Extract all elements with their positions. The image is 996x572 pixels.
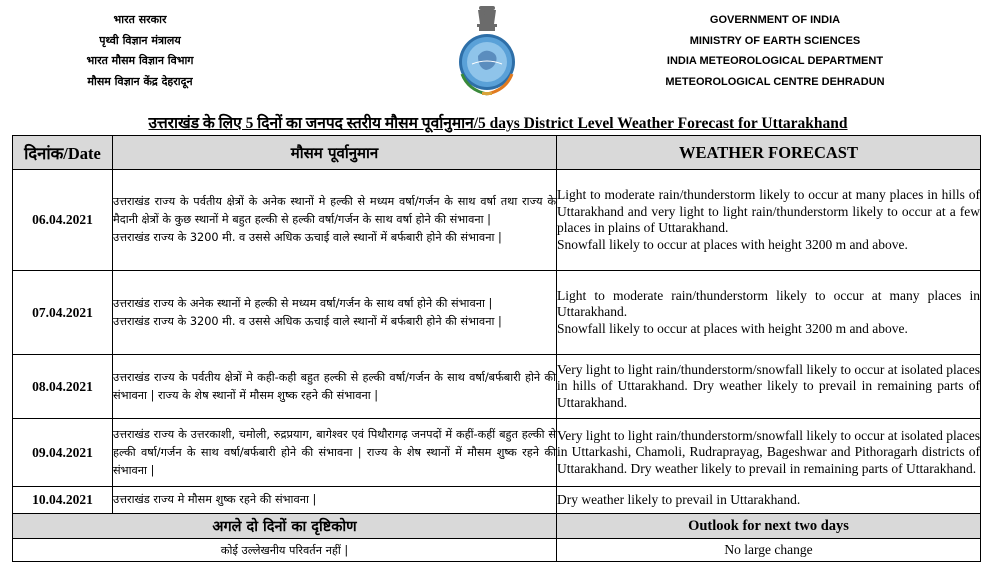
header-line: MINISTRY OF EARTH SCIENCES (689, 34, 861, 47)
forecast-date: 07.04.2021 (13, 271, 113, 355)
outlook-value-row (13, 539, 981, 562)
header-line: मौसम विज्ञान केंद्र देहरादून (87, 74, 193, 88)
hindi-forecast-cell (113, 271, 557, 355)
english-forecast-text: Light to moderate rain/thunderstorm likely to occur at many places in hills of Uttarakhand and very light to light rain/thunderstorm likely to occur at a few places in plains of Uttarakhand. (557, 187, 980, 235)
page-title-text: उत्तराखंड के लिए 5 दिनों का जनपद स्तरीय मौसम पूर्वानुमान/5 days District Level Weather Forecast for Uttarakhand (148, 115, 848, 132)
hindi-forecast-cell (113, 487, 557, 514)
table-row (13, 271, 981, 355)
table-row (13, 170, 981, 271)
hindi-forecast-text: उत्तराखंड राज्य के पर्वतीय क्षेत्रों मे कही-कही बहुत हल्की से हल्की वर्षा/गर्जन के साथ वर्षा/बर्फबारी होने की संभावना | राज्य के शेष स्थानों में मौसम शुष्क रहने की संभावना | (113, 370, 556, 402)
english-forecast-text: Snowfall likely to occur at places with height 3200 m and above. (557, 320, 908, 336)
english-forecast-text: Dry weather likely to prevail in Uttarakhand. (557, 491, 801, 507)
hindi-forecast-text: उत्तराखंड राज्य के पर्वतीय क्षेत्रों के अनेक स्थानों मे हल्की से मध्यम वर्षा/गर्जन के साथ वर्षा तथा राज्य के मैदानी क्षेत्रों के कुछ स्थानों मे बहुत हल्की से हल्की वर्षा/गर्जन के साथ वर्षा होने की संभावना | (113, 195, 556, 226)
outlook-hindi-title: अगले दो दिनों का दृष्टिकोण (13, 514, 557, 539)
hindi-forecast-cell (113, 355, 557, 419)
header-right-english (660, 10, 890, 92)
table-header-row (13, 136, 981, 170)
hindi-forecast-text: उत्तराखंड राज्य के 3200 मी. व उससे अधिक ऊचाई वाले स्थानों में बर्फबारी होने की संभावना | (113, 314, 502, 328)
english-forecast-column-header: WEATHER FORECAST (557, 136, 981, 170)
table-row (13, 355, 981, 419)
english-forecast-cell (557, 419, 981, 487)
hindi-forecast-text: उत्तराखंड राज्य मे मौसम शुष्क रहने की संभावना | (113, 493, 317, 506)
english-forecast-text: Light to moderate rain/thunderstorm likely to occur at many places in Uttarakhand. (557, 287, 980, 320)
forecast-date: 08.04.2021 (13, 355, 113, 419)
outlook-english-value: No large change (557, 539, 981, 562)
header-line: भारत मौसम विज्ञान विभाग (86, 54, 194, 67)
hindi-forecast-text: उत्तराखंड राज्य के अनेक स्थानों मे हल्की से मध्यम वर्षा/गर्जन के साथ वर्षा होने की संभावना | (113, 296, 493, 310)
hindi-forecast-column-header: मौसम पूर्वानुमान (113, 136, 557, 170)
table-row (13, 419, 981, 487)
hindi-forecast-cell (113, 419, 557, 487)
hindi-forecast-text: उत्तराखंड राज्य के उत्तरकाशी, चमोली, रुद्रप्रयाग, बागेश्वर एवं पिथौरागढ़ जनपदों में कहीं-कहीं बहुत हल्की से हल्की वर्षा/गर्जन के साथ वर्षा/बर्फबारी होने की संभावना | राज्य के शेष स्थानों में मौसम शुष्क रहने की संभावना | (113, 427, 556, 477)
header-line: भारत सरकार (113, 13, 167, 26)
header-line: पृथ्वी विज्ञान मंत्रालय (99, 33, 181, 47)
page-title (0, 111, 996, 133)
forecast-date: 09.04.2021 (13, 419, 113, 487)
english-forecast-cell (557, 355, 981, 419)
english-forecast-text: Very light to light rain/thunderstorm/snowfall likely to occur at isolated places in Uttarkashi, Chamoli, Rudraprayag, Bageshwar and Pithoragarh districts of Uttarakhand. Dry weather likely to prevail in remaining parts of Uttarakhand. (557, 427, 980, 476)
outlook-header-row (13, 514, 981, 539)
header-line: INDIA METEOROLOGICAL DEPARTMENT (666, 55, 884, 67)
hindi-forecast-text: उत्तराखंड राज्य के 3200 मी. व उससे अधिक ऊचाई वाले स्थानों में बर्फबारी होने की संभावना | (113, 231, 502, 244)
english-forecast-text: Very light to light rain/thunderstorm/snowfall likely to occur at isolated places in hills of Uttarakhand. Dry weather likely to prevail in remaining parts of Uttarakhand. (557, 361, 980, 410)
outlook-hindi-value: कोई उल्लेखनीय परिवर्तन नहीं | (13, 539, 557, 562)
forecast-date: 06.04.2021 (13, 170, 113, 271)
header-line: METEOROLOGICAL CENTRE DEHRADUN (665, 75, 885, 88)
forecast-table (12, 135, 981, 562)
outlook-english-title: Outlook for next two days (557, 514, 981, 539)
hindi-forecast-cell (113, 170, 557, 271)
forecast-date: 10.04.2021 (13, 487, 113, 514)
imd-emblem-logo (456, 4, 518, 100)
date-column-header: दिनांक/Date (13, 136, 113, 170)
english-forecast-text: Snowfall likely to occur at places with height 3200 m and above. (557, 236, 908, 252)
english-forecast-cell (557, 487, 981, 514)
english-forecast-cell (557, 271, 981, 355)
english-forecast-cell (557, 170, 981, 271)
header-line: GOVERNMENT OF INDIA (709, 14, 841, 26)
header-left-hindi (40, 10, 240, 92)
table-row (13, 487, 981, 514)
